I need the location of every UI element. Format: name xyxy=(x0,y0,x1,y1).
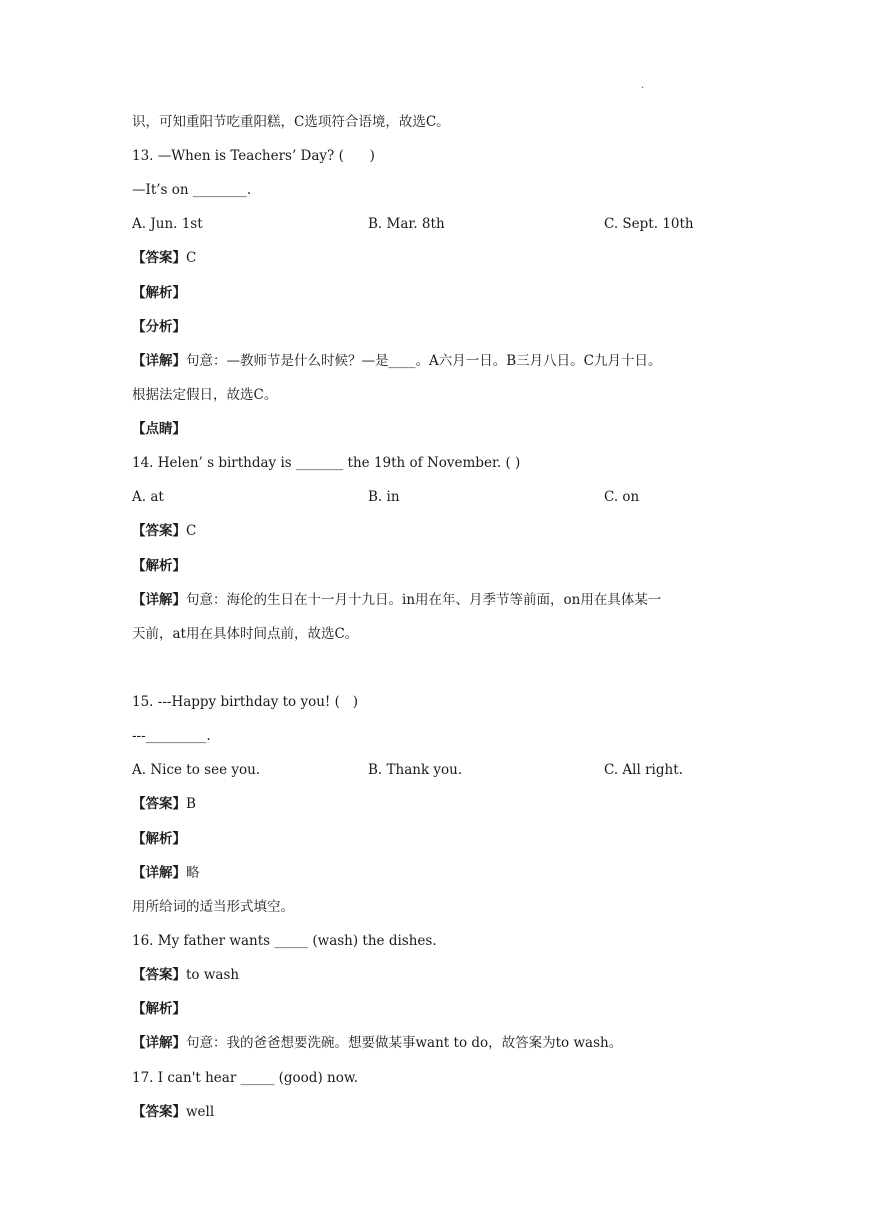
q14-option-b: B. in xyxy=(368,489,400,505)
q13-sub: —It’s on ________. xyxy=(132,182,252,198)
answer-value: to wash xyxy=(186,967,240,983)
q14-detail xyxy=(132,590,661,610)
detail-tag: 【详解】 xyxy=(132,1035,186,1051)
answer-value: well xyxy=(186,1104,215,1120)
q15-sub: ---_________. xyxy=(132,728,211,744)
detail-text: 略 xyxy=(186,865,200,881)
q15-answer xyxy=(132,794,196,814)
q13-option-a: A. Jun. 1st xyxy=(132,216,203,232)
q14-answer xyxy=(132,521,196,541)
q13-option-b: B. Mar. 8th xyxy=(368,216,445,232)
answer-value: C xyxy=(186,250,197,266)
q14-detail-cont: 天前，at用在具体时间点前，故选C。 xyxy=(132,626,359,642)
page-marker: . xyxy=(641,80,645,91)
q15-detail xyxy=(132,863,200,883)
q16-detail xyxy=(132,1033,622,1053)
answer-value: B xyxy=(186,796,196,812)
section-instruction: 用所给词的适当形式填空。 xyxy=(132,899,294,915)
q15-stem: 15. ---Happy birthday to you! ( ) xyxy=(132,694,359,710)
answer-value: C xyxy=(186,523,197,539)
detail-text: 句意：我的爸爸想要洗碗。想要做某事want to do，故答案为to wash。 xyxy=(186,1035,623,1051)
q15-analysis-tag: 【解析】 xyxy=(132,831,186,847)
q16-answer xyxy=(132,965,239,985)
answer-tag: 【答案】 xyxy=(132,967,186,983)
q14-option-c: C. on xyxy=(604,489,640,505)
answer-tag: 【答案】 xyxy=(132,1104,186,1120)
q13-answer xyxy=(132,248,196,268)
q13-detail-cont: 根据法定假日，故选C。 xyxy=(132,387,278,403)
q14-analysis-tag: 【解析】 xyxy=(132,558,186,574)
q17-stem: 17. I can't hear _____ (good) now. xyxy=(132,1070,359,1086)
continued-explanation: 识，可知重阳节吃重阳糕，C选项符合语境，故选C。 xyxy=(132,114,450,130)
q13-stem: 13. —When is Teachers’ Day? ( ) xyxy=(132,148,375,164)
q15-option-a: A. Nice to see you. xyxy=(132,762,261,778)
q14-option-a: A. at xyxy=(132,489,164,505)
q13-dianjing-tag: 【点睛】 xyxy=(132,421,186,437)
answer-tag: 【答案】 xyxy=(132,796,186,812)
detail-text: 句意：—教师节是什么时候？—是____。A六月一日。B三月八日。C九月十日。 xyxy=(186,353,662,369)
q15-option-b: B. Thank you. xyxy=(368,762,463,778)
q13-detail xyxy=(132,351,662,371)
answer-tag: 【答案】 xyxy=(132,250,186,266)
q15-option-c: C. All right. xyxy=(604,762,683,778)
detail-tag: 【详解】 xyxy=(132,592,186,608)
detail-tag: 【详解】 xyxy=(132,353,186,369)
q17-answer xyxy=(132,1102,214,1122)
q14-stem: 14. Helen’ s birthday is _______ the 19th of November. ( ) xyxy=(132,455,521,471)
answer-tag: 【答案】 xyxy=(132,523,186,539)
detail-text: 句意：海伦的生日在十一月十九日。in用在年、月季节等前面，on用在具体某一 xyxy=(186,592,662,608)
q16-stem: 16. My father wants _____ (wash) the dishes. xyxy=(132,933,437,949)
q13-analysis-tag: 【解析】 xyxy=(132,285,186,301)
q13-fenxi-tag: 【分析】 xyxy=(132,319,186,335)
detail-tag: 【详解】 xyxy=(132,865,186,881)
q16-analysis-tag: 【解析】 xyxy=(132,1001,186,1017)
q13-option-c: C. Sept. 10th xyxy=(604,216,694,232)
